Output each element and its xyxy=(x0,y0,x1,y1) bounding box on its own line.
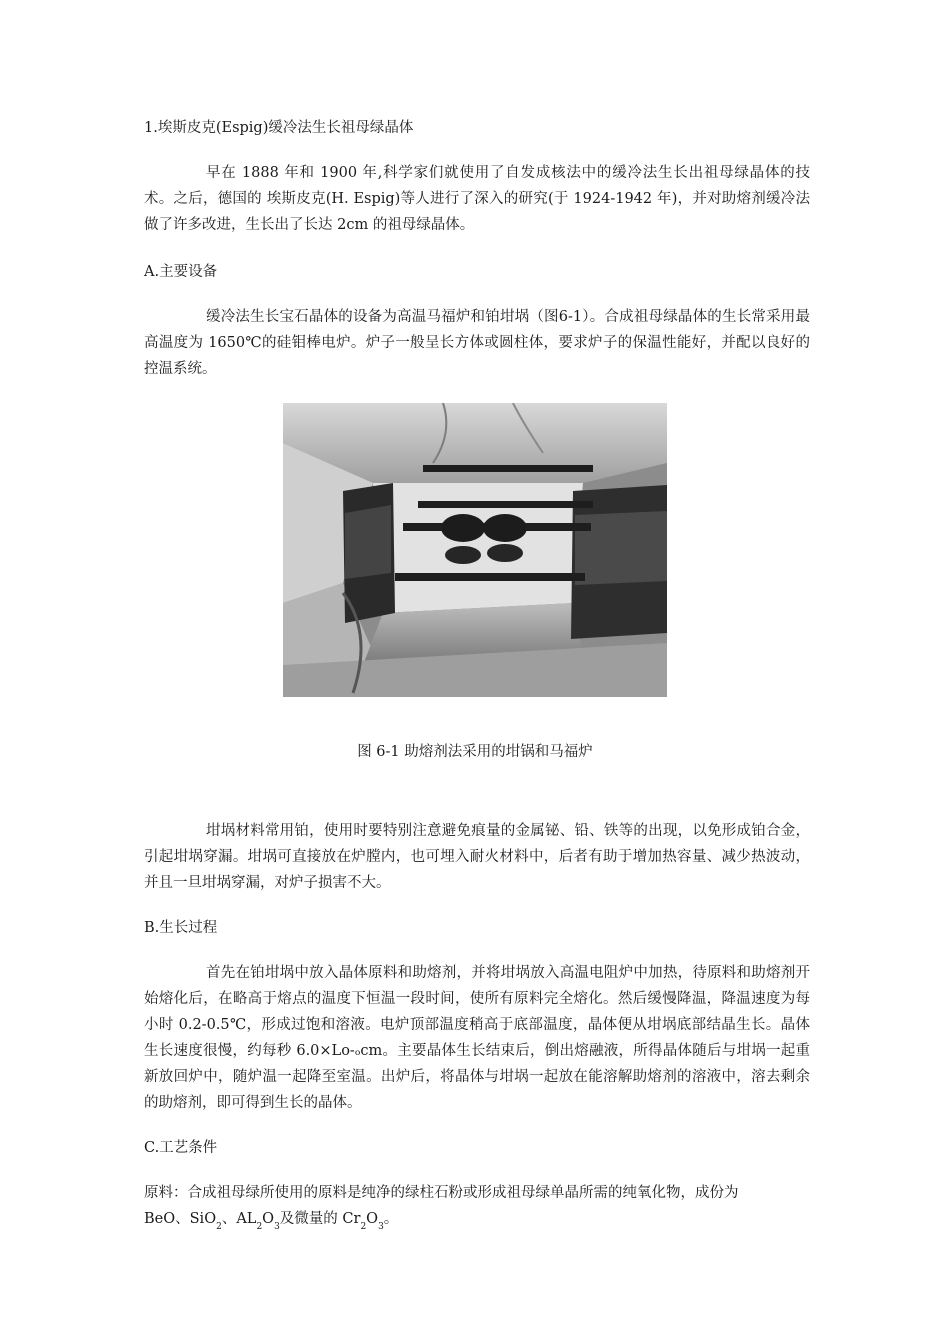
subscript: 3 xyxy=(378,1222,384,1232)
subscript: 2 xyxy=(256,1222,263,1232)
section-a-paragraph: 缓冷法生长宝石晶体的设备为高温马福炉和铂坩埚（图6-1）。合成祖母绿晶体的生长常采用最高温度为 1650℃的硅钼棒电炉。炉子一般呈长方体或圆柱体，要求炉子的保温性能好，并配以良好的控温系统。 xyxy=(144,309,810,377)
formula-end: 。 xyxy=(383,1211,399,1227)
subscript: 3 xyxy=(274,1222,280,1232)
raw-materials-line-1: 原料：合成祖母绿所使用的原料是纯净的绿柱石粉或形成祖母绿单晶所需的纯氧化物，成份为 xyxy=(144,1185,739,1201)
formula-cr: 及微量的 Cr xyxy=(279,1211,361,1227)
section-a-heading: A.主要设备 xyxy=(144,264,218,280)
figure-caption: 图 6-1 助熔剂法采用的坩锅和马福炉 xyxy=(357,743,593,760)
furnace-photo xyxy=(283,403,667,697)
formula-o: O xyxy=(262,1211,275,1227)
section-1-heading: 1.埃斯皮克(Espig)缓冷法生长祖母绿晶体 xyxy=(144,120,414,136)
crucible-paragraph: 坩埚材料常用铂，使用时要特别注意避免痕量的金属铋、铅、铁等的出现，以免形成铂合金，引起坩埚穿漏。坩埚可直接放在炉膛内，也可埋入耐火材料中，后者有助于增加热容量、减少热波动，并且一旦坩埚穿漏，对炉子损害不大。 xyxy=(144,823,810,891)
formula-beo-sio: BeO、SiO xyxy=(144,1211,217,1227)
subscript: 2 xyxy=(360,1222,367,1232)
section-1-paragraph: 早在 1888 年和 1900 年,科学家们就使用了自发成核法中的缓冷法生长出祖母绿晶体的技术。之后，德国的 埃斯皮克(H. Espig)等人进行了深入的研究(于 1924-1942 年)，并对助熔剂缓冷法做了许多改进，生长出了长达 2cm 的祖母绿晶体。 xyxy=(144,165,810,233)
section-c-heading: C.工艺条件 xyxy=(144,1140,218,1156)
formula-al: 、AL xyxy=(221,1211,257,1227)
raw-materials-paragraph xyxy=(144,1180,810,1232)
section-b-heading: B.生长过程 xyxy=(144,920,218,936)
furnace-photo-drawing xyxy=(283,403,667,697)
subscript: 2 xyxy=(216,1222,222,1232)
formula-o: O xyxy=(366,1211,379,1227)
section-b-paragraph: 首先在铂坩埚中放入晶体原料和助熔剂，并将坩埚放入高温电阻炉中加热，待原料和助熔剂开始熔化后，在略高于熔点的温度下恒温一段时间，使所有原料完全熔化。然后缓慢降温，降温速度为每小时 0.2-0.5℃，形成过饱和溶液。电炉顶部温度稍高于底部温度，晶体便从坩埚底部结晶生长。晶体生长速度很慢，约每秒 6.0×Lo-ₒcm。主要晶体生长结束后，倒出熔融液，所得晶体随后与坩埚一起重新放回炉中，随炉温一起降至室温。出炉后，将晶体与坩埚一起放在能溶解助熔剂的溶液中，溶去剩余的助熔剂，即可得到生长的晶体。 xyxy=(144,965,810,1111)
